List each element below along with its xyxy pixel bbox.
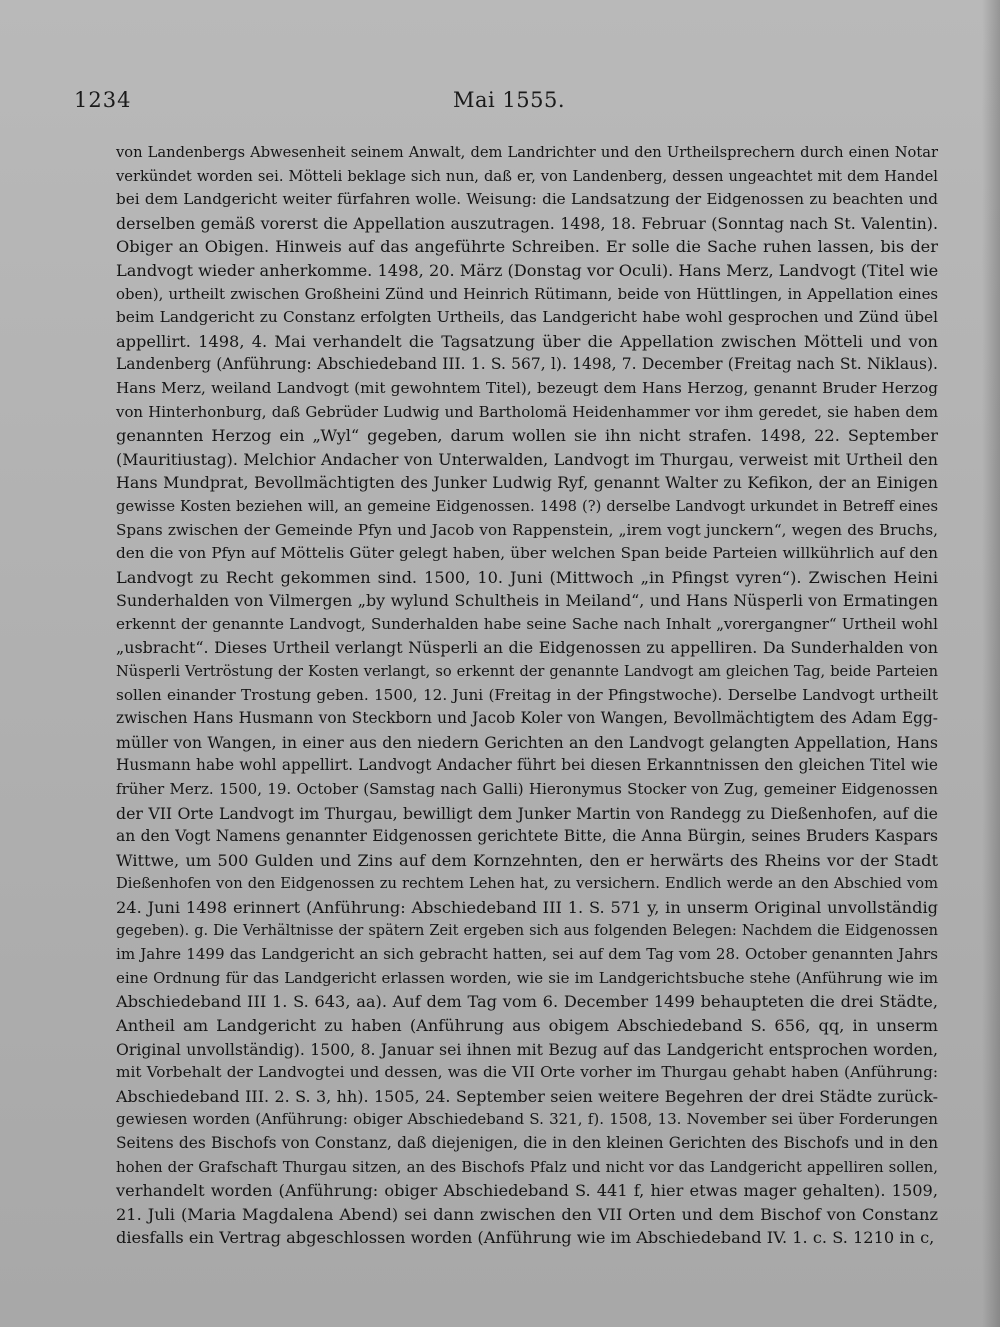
text-line: zwischen Hans Husmann von Steckborn und Jacob Koler von Wangen, Bevollmächtigtem des Adam Egg- bbox=[116, 709, 938, 728]
text-line: Abschiedeband III 1. S. 643, aa). Auf dem Tag vom 6. December 1499 behaupteten die drei Städte, bbox=[116, 992, 938, 1012]
text-line: im Jahre 1499 das Landgericht an sich gebracht hatten, sei auf dem Tag vom 28. October genannten Jahrs bbox=[116, 945, 938, 964]
text-line: Spans zwischen der Gemeinde Pfyn und Jacob von Rappenstein, „irem vogt junckern“, wegen des Bruchs, bbox=[116, 520, 938, 539]
page-number: 1234 bbox=[74, 88, 132, 112]
text-line: Wittwe, um 500 Gulden und Zins auf dem Kornzehnten, den er herwärts des Rheins vor der Stadt bbox=[116, 850, 938, 870]
text-line: von Hinterhonburg, daß Gebrüder Ludwig und Bartholomä Heidenhammer vor ihm geredet, sie haben dem bbox=[116, 402, 938, 421]
text-line: Original unvollständig). 1500, 8. Januar sei ihnen mit Bezug auf das Landgericht entsprochen worden, bbox=[116, 1039, 938, 1059]
text-line: Obiger an Obigen. Hinweis auf das angeführte Schreiben. Er solle die Sache ruhen lassen, bis der bbox=[116, 237, 938, 257]
text-line: den die von Pfyn auf Möttelis Güter gelegt haben, über welchen Span beide Parteien willkührlich auf den bbox=[116, 544, 938, 563]
text-line: diesfalls ein Vertrag abgeschlossen worden (Anführung wie im Abschiedeband IV. 1. c. S. 1210 in c, bbox=[116, 1228, 935, 1248]
text-line: Hans Mundprat, Bevollmächtigten des Junker Ludwig Ryf, genannt Walter zu Kefikon, der an Einigen bbox=[116, 473, 938, 493]
text-line: mit Vorbehalt der Landvogtei und dessen, was die VII Orte vorher im Thurgau gehabt haben (Anführung: bbox=[116, 1063, 938, 1082]
text-line: Sunderhalden von Vilmergen „by wylund Schultheis in Meiland“, und Hans Nüsperli von Ermatingen bbox=[116, 591, 938, 611]
text-line: der VII Orte Landvogt im Thurgau, bewilligt dem Junker Martin von Randegg zu Dießenhofen, auf die bbox=[116, 803, 938, 823]
text-line: Landvogt wieder anherkomme. 1498, 20. März (Donstag vor Oculi). Hans Merz, Landvogt (Titel wie bbox=[116, 260, 939, 280]
text-line: derselben gemäß vorerst die Appellation auszutragen. 1498, 18. Februar (Sonntag nach St. Valentin). bbox=[116, 213, 938, 233]
text-line: von Landenbergs Abwesenheit seinem Anwalt, dem Landrichter und den Urtheilsprechern durch einen Notar bbox=[116, 144, 938, 161]
text-line: Landenberg (Anführung: Abschiedeband III. 1. S. 567, l). 1498, 7. December (Freitag nach St. Niklaus). bbox=[116, 355, 938, 374]
page-header bbox=[74, 88, 944, 118]
text-line: gewiesen worden (Anführung: obiger Abschiedeband S. 321, f). 1508, 13. November sei über Forderungen bbox=[116, 1110, 938, 1129]
text-line: beim Landgericht zu Constanz erfolgten Urtheils, das Landgericht habe wohl gesprochen und Zünd übel bbox=[116, 308, 938, 327]
text-line: bei dem Landgericht weiter fürfahren wolle. Weisung: die Landsatzung der Eidgenossen zu beachten und bbox=[116, 190, 938, 209]
text-line: hohen der Grafschaft Thurgau sitzen, an des Bischofs Pfalz und nicht vor das Landgericht appelliren sollen, bbox=[116, 1157, 938, 1176]
text-line: 24. Juni 1498 erinnert (Anführung: Abschiedeband III 1. S. 571 y, in unserm Original unvollständig bbox=[116, 898, 938, 917]
text-line: 21. Juli (Maria Magdalena Abend) sei dann zwischen den VII Orten und dem Bischof von Constanz bbox=[116, 1204, 938, 1224]
text-line: erkennt der genannte Landvogt, Sunderhalden habe seine Sache nach Inhalt „vorergangner“ Urtheil wohl bbox=[116, 614, 938, 633]
running-head: Mai 1555. bbox=[452, 88, 566, 112]
text-line: Hans Merz, weiland Landvogt (mit gewohntem Titel), bezeugt dem Hans Herzog, genannt Bruder Herzog bbox=[116, 378, 938, 397]
text-line: eine Ordnung für das Landgericht erlassen worden, wie sie im Landgerichtsbuche stehe (Anführung wie im bbox=[116, 968, 938, 987]
text-line: „usbracht“. Dieses Urtheil verlangt Nüsperli an die Eidgenossen zu appelliren. Da Sunderhalden von bbox=[116, 638, 938, 658]
text-line: Seitens des Bischofs von Constanz, daß diejenigen, die in den kleinen Gerichten des Bischofs und in den bbox=[116, 1133, 938, 1152]
text-line: appellirt. 1498, 4. Mai verhandelt die Tagsatzung über die Appellation zwischen Mötteli und von bbox=[116, 331, 938, 351]
text-line: verkündet worden sei. Mötteli beklage sich nun, daß er, von Landenberg, dessen ungeachtet mit dem Handel bbox=[116, 167, 938, 185]
text-line: Landvogt zu Recht gekommen sind. 1500, 10. Juni (Mittwoch „in Pfingst vyren“). Zwischen Heini bbox=[116, 567, 938, 587]
page-gutter-shadow bbox=[982, 0, 1000, 1327]
body-text bbox=[116, 141, 938, 1250]
text-line: (Mauritiustag). Melchior Andacher von Unterwalden, Landvogt im Thurgau, verweist mit Urtheil den bbox=[116, 449, 938, 469]
text-line: Husmann habe wohl appellirt. Landvogt Andacher führt bei diesen Erkanntnissen den gleichen Titel wie bbox=[116, 756, 938, 775]
text-line: müller von Wangen, in einer aus den niedern Gerichten an den Landvogt gelangten Appellation, Hans bbox=[116, 732, 938, 752]
text-line: gegeben). g. Die Verhältnisse der spätern Zeit ergeben sich aus folgenden Belegen: Nachdem die Eidgenossen bbox=[116, 922, 938, 939]
text-line: gewisse Kosten beziehen will, an gemeine Eidgenossen. 1498 (?) derselbe Landvogt urkundet in Betreff eines bbox=[116, 497, 938, 515]
text-line: an den Vogt Namens genannter Eidgenossen gerichtete Bitte, die Anna Bürgin, seines Bruders Kaspars bbox=[116, 827, 938, 846]
text-line: Dießenhofen von den Eidgenossen zu rechtem Lehen hat, zu versichern. Endlich werde an den Abschied vom bbox=[116, 875, 938, 893]
text-line: verhandelt worden (Anführung: obiger Abschiedeband S. 441 f, hier etwas mager gehalten). 1509, bbox=[116, 1181, 938, 1201]
text-line: früher Merz. 1500, 19. October (Samstag nach Galli) Hieronymus Stocker von Zug, gemeiner Eidgenossen bbox=[116, 780, 938, 799]
text-line: Abschiedeband III. 2. S. 3, hh). 1505, 24. September seien weitere Begehren der drei Städte zurück- bbox=[116, 1086, 938, 1106]
text-line: oben), urtheilt zwischen Großheini Zünd und Heinrich Rütimann, beide von Hüttlingen, in Appellation eines bbox=[116, 284, 938, 303]
text-line: sollen einander Trostung geben. 1500, 12. Juni (Freitag in der Pfingstwoche). Derselbe Landvogt urtheilt bbox=[116, 685, 938, 704]
text-line: Antheil am Landgericht zu haben (Anführung aus obigem Abschiedeband S. 656, qq, in unserm bbox=[116, 1015, 938, 1035]
text-line: genannten Herzog ein „Wyl“ gegeben, darum wollen sie ihn nicht strafen. 1498, 22. September bbox=[116, 426, 938, 446]
text-line: Nüsperli Vertröstung der Kosten verlangt, so erkennt der genannte Landvogt am gleichen Tag, beide Parteien bbox=[116, 663, 938, 681]
